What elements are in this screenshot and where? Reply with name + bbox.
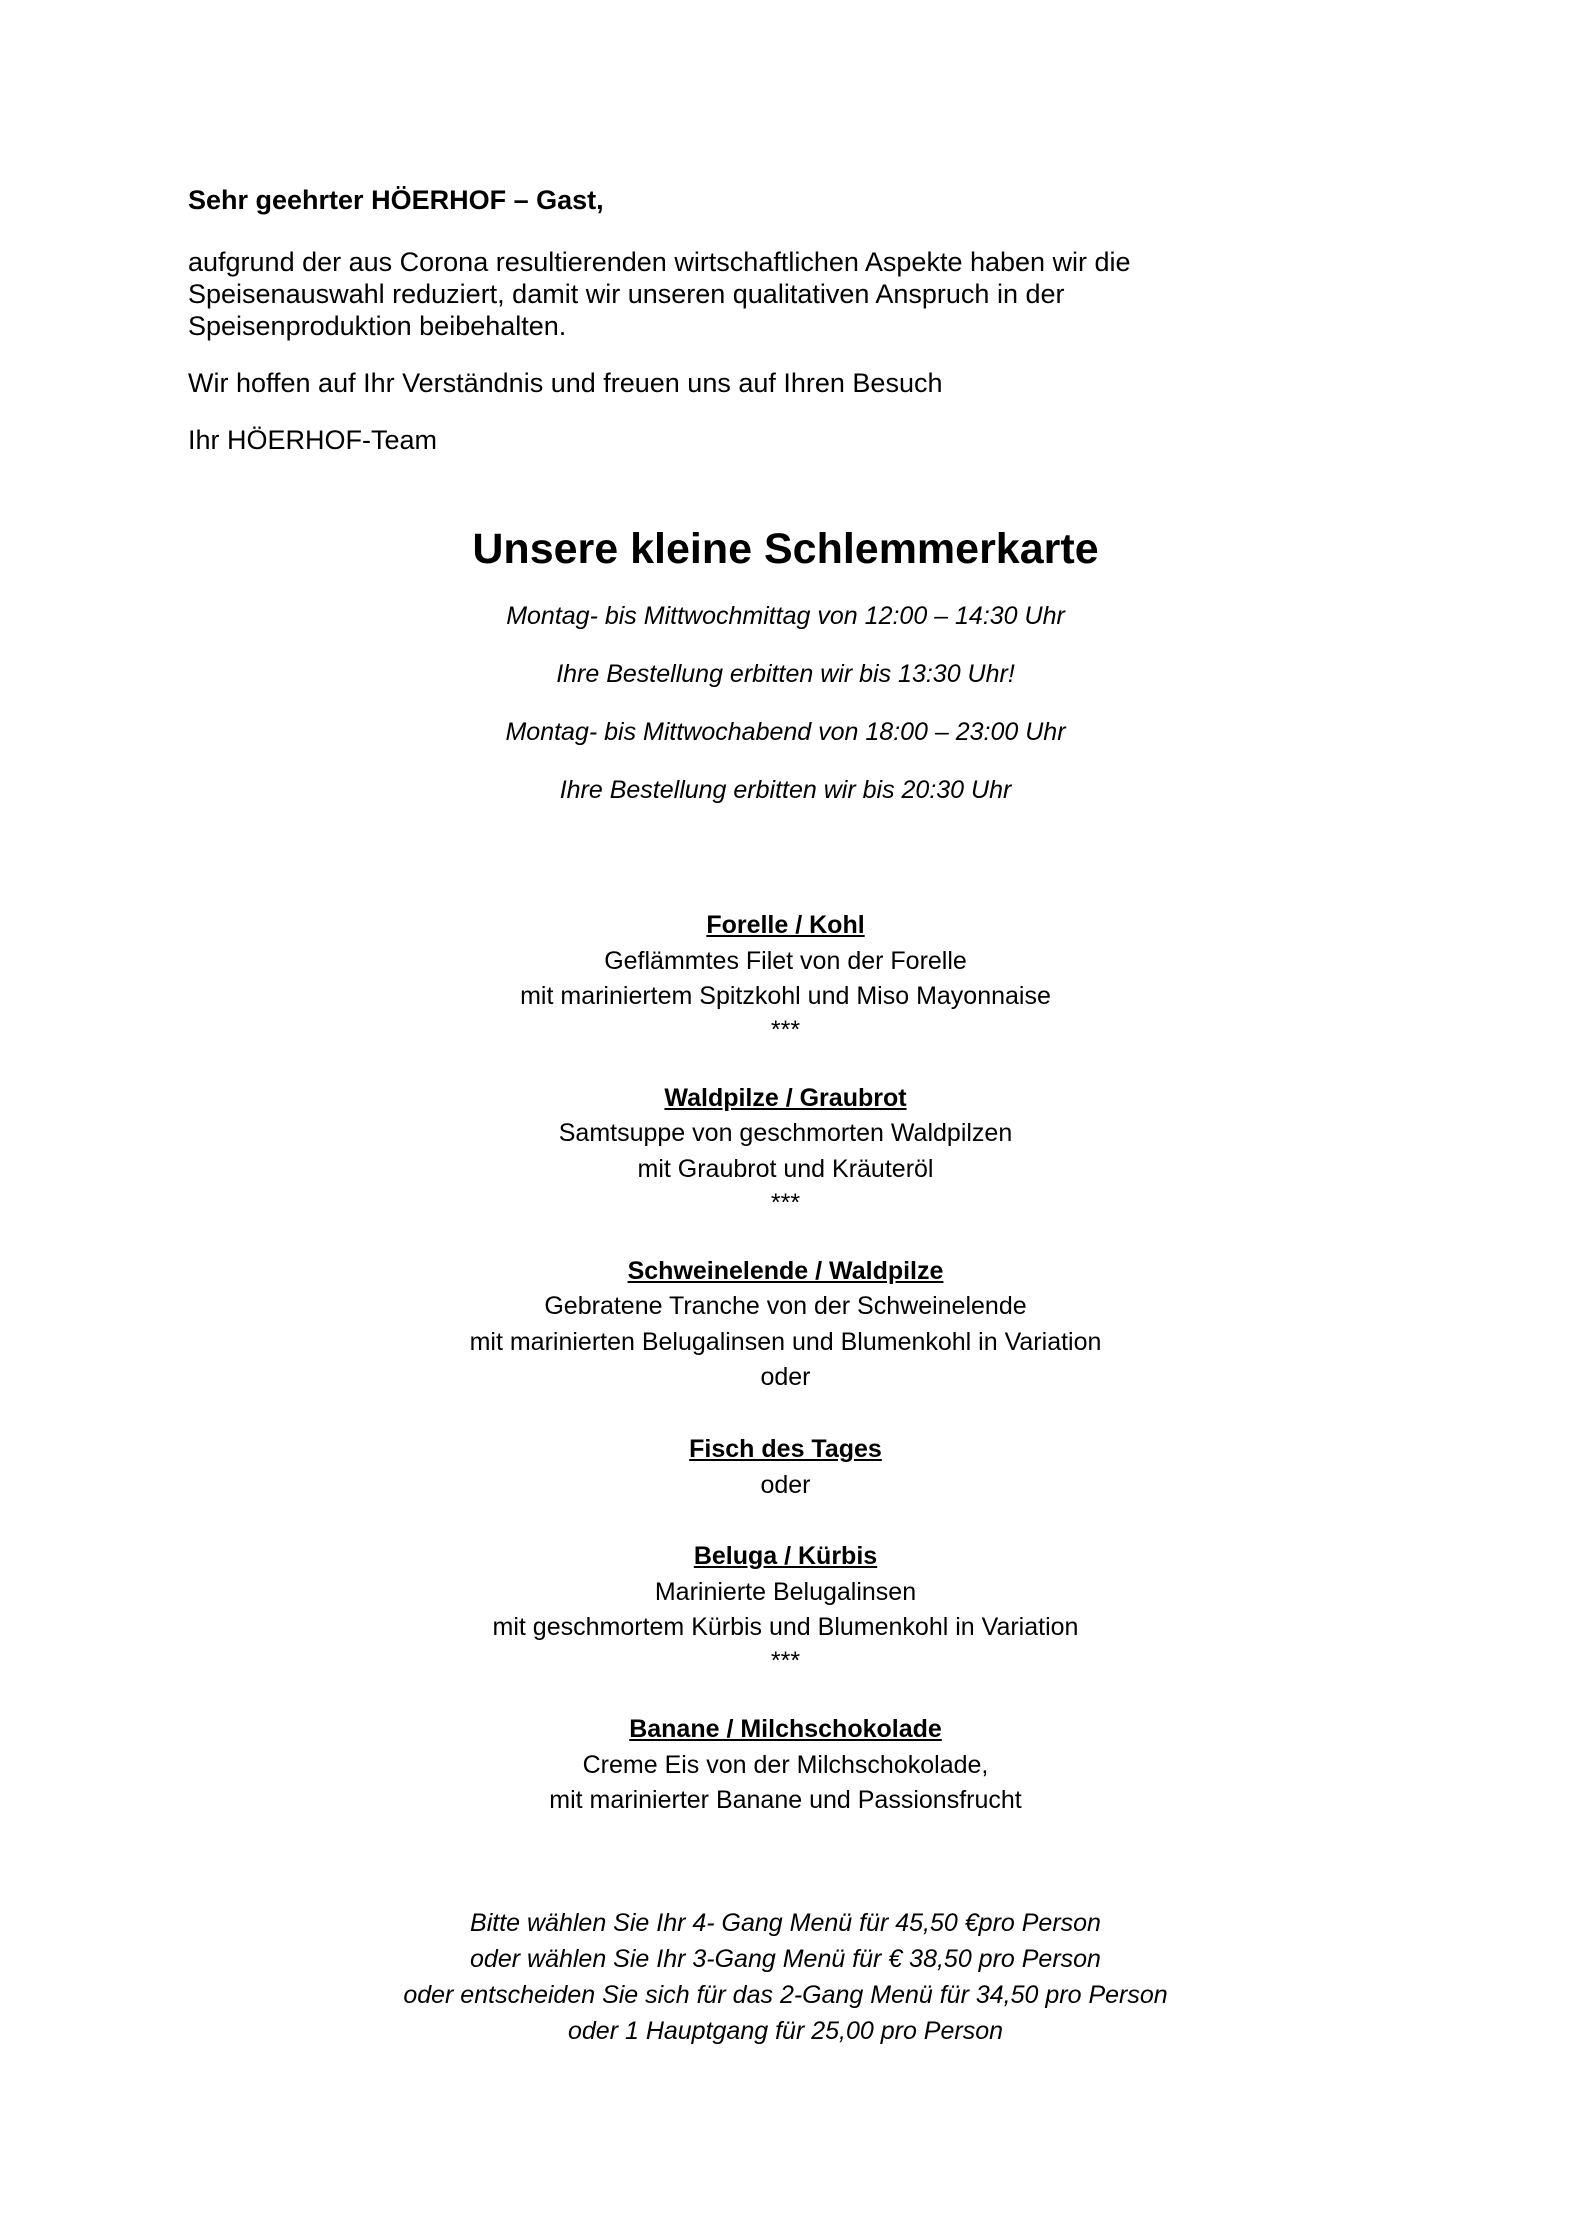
hours-line: Ihre Bestellung erbitten wir bis 13:30 Uhr!: [556, 660, 1015, 688]
hours-line: Montag- bis Mittwochabend von 18:00 – 23:00 Uhr: [505, 718, 1066, 746]
course-block: [0, 1712, 1571, 1819]
course-description: mit marinierten Belugalinsen und Blumenkohl in Variation: [469, 1327, 1102, 1356]
price-line: Bitte wählen Sie Ihr 4- Gang Menü für 45,50 €pro Person: [470, 1909, 1101, 1937]
course-separator: ***: [770, 1646, 801, 1675]
course-block: [0, 1539, 1571, 1712]
course-title: Waldpilze / Graubrot: [664, 1083, 907, 1112]
intro-line: Speisenproduktion beibehalten.: [188, 311, 567, 341]
course-title: Forelle / Kohl: [706, 911, 865, 939]
course-block: [0, 1254, 1571, 1432]
spacer: [0, 1396, 1571, 1432]
course-description: mit marinierter Banane und Passionsfrucht: [549, 1786, 1022, 1815]
spacer: [0, 1676, 1571, 1712]
spacer: [0, 1045, 1571, 1081]
intro-paragraph: [188, 246, 1428, 342]
course-description: Geflämmtes Filet von der Forelle: [604, 946, 967, 975]
spacer: [0, 1503, 1571, 1539]
course-block: [0, 1432, 1571, 1539]
price-info: [0, 1905, 1571, 2049]
or-separator: oder: [760, 1363, 811, 1392]
greeting: Sehr geehrter HÖERHOF – Gast,: [188, 185, 604, 215]
signature: Ihr HÖERHOF-Team: [188, 425, 438, 455]
course-list: [0, 908, 1571, 1819]
course-title: Schweinelende / Waldpilze: [627, 1256, 944, 1285]
intro-line: aufgrund der aus Corona resultierenden wirtschaftlichen Aspekte haben wir die: [188, 247, 1131, 277]
course-title: Fisch des Tages: [689, 1434, 882, 1463]
or-separator: oder: [760, 1470, 811, 1499]
course-description: Gebratene Tranche von der Schweinelende: [544, 1292, 1027, 1321]
opening-hours: [0, 602, 1571, 834]
course-description: Marinierte Belugalinsen: [654, 1577, 917, 1606]
course-block: [0, 1081, 1571, 1254]
course-separator: ***: [770, 1188, 801, 1217]
hours-line: Montag- bis Mittwochmittag von 12:00 – 14:30 Uhr: [506, 602, 1065, 630]
course-description: mit geschmortem Kürbis und Blumenkohl in Variation: [492, 1613, 1079, 1642]
course-separator: ***: [770, 1015, 801, 1044]
course-description: Samtsuppe von geschmorten Waldpilzen: [558, 1119, 1013, 1148]
price-line: oder 1 Hauptgang für 25,00 pro Person: [567, 2017, 1004, 2045]
course-description: mit Graubrot und Kräuteröl: [637, 1154, 934, 1183]
intro-line: Speisenauswahl reduziert, damit wir unseren qualitativen Anspruch in der: [188, 279, 1065, 309]
intro-letter: [188, 185, 1428, 456]
hope-line: Wir hoffen auf Ihr Verständnis und freuen uns auf Ihren Besuch: [188, 368, 943, 398]
course-title: Beluga / Kürbis: [693, 1542, 878, 1571]
price-line: oder wählen Sie Ihr 3-Gang Menü für € 38,50 pro Person: [470, 1945, 1101, 1973]
price-line: oder entscheiden Sie sich für das 2-Gang Menü für 34,50 pro Person: [403, 1981, 1168, 2009]
course-block: [0, 908, 1571, 1081]
course-description: Creme Eis von der Milchschokolade,: [582, 1750, 989, 1779]
hours-line: Ihre Bestellung erbitten wir bis 20:30 Uhr: [559, 776, 1012, 804]
spacer: [0, 1218, 1571, 1254]
course-title: Banane / Milchschokolade: [629, 1714, 942, 1743]
course-description: mit mariniertem Spitzkohl und Miso Mayonnaise: [520, 982, 1051, 1011]
menu-title: Unsere kleine Schlemmerkarte: [472, 525, 1099, 573]
